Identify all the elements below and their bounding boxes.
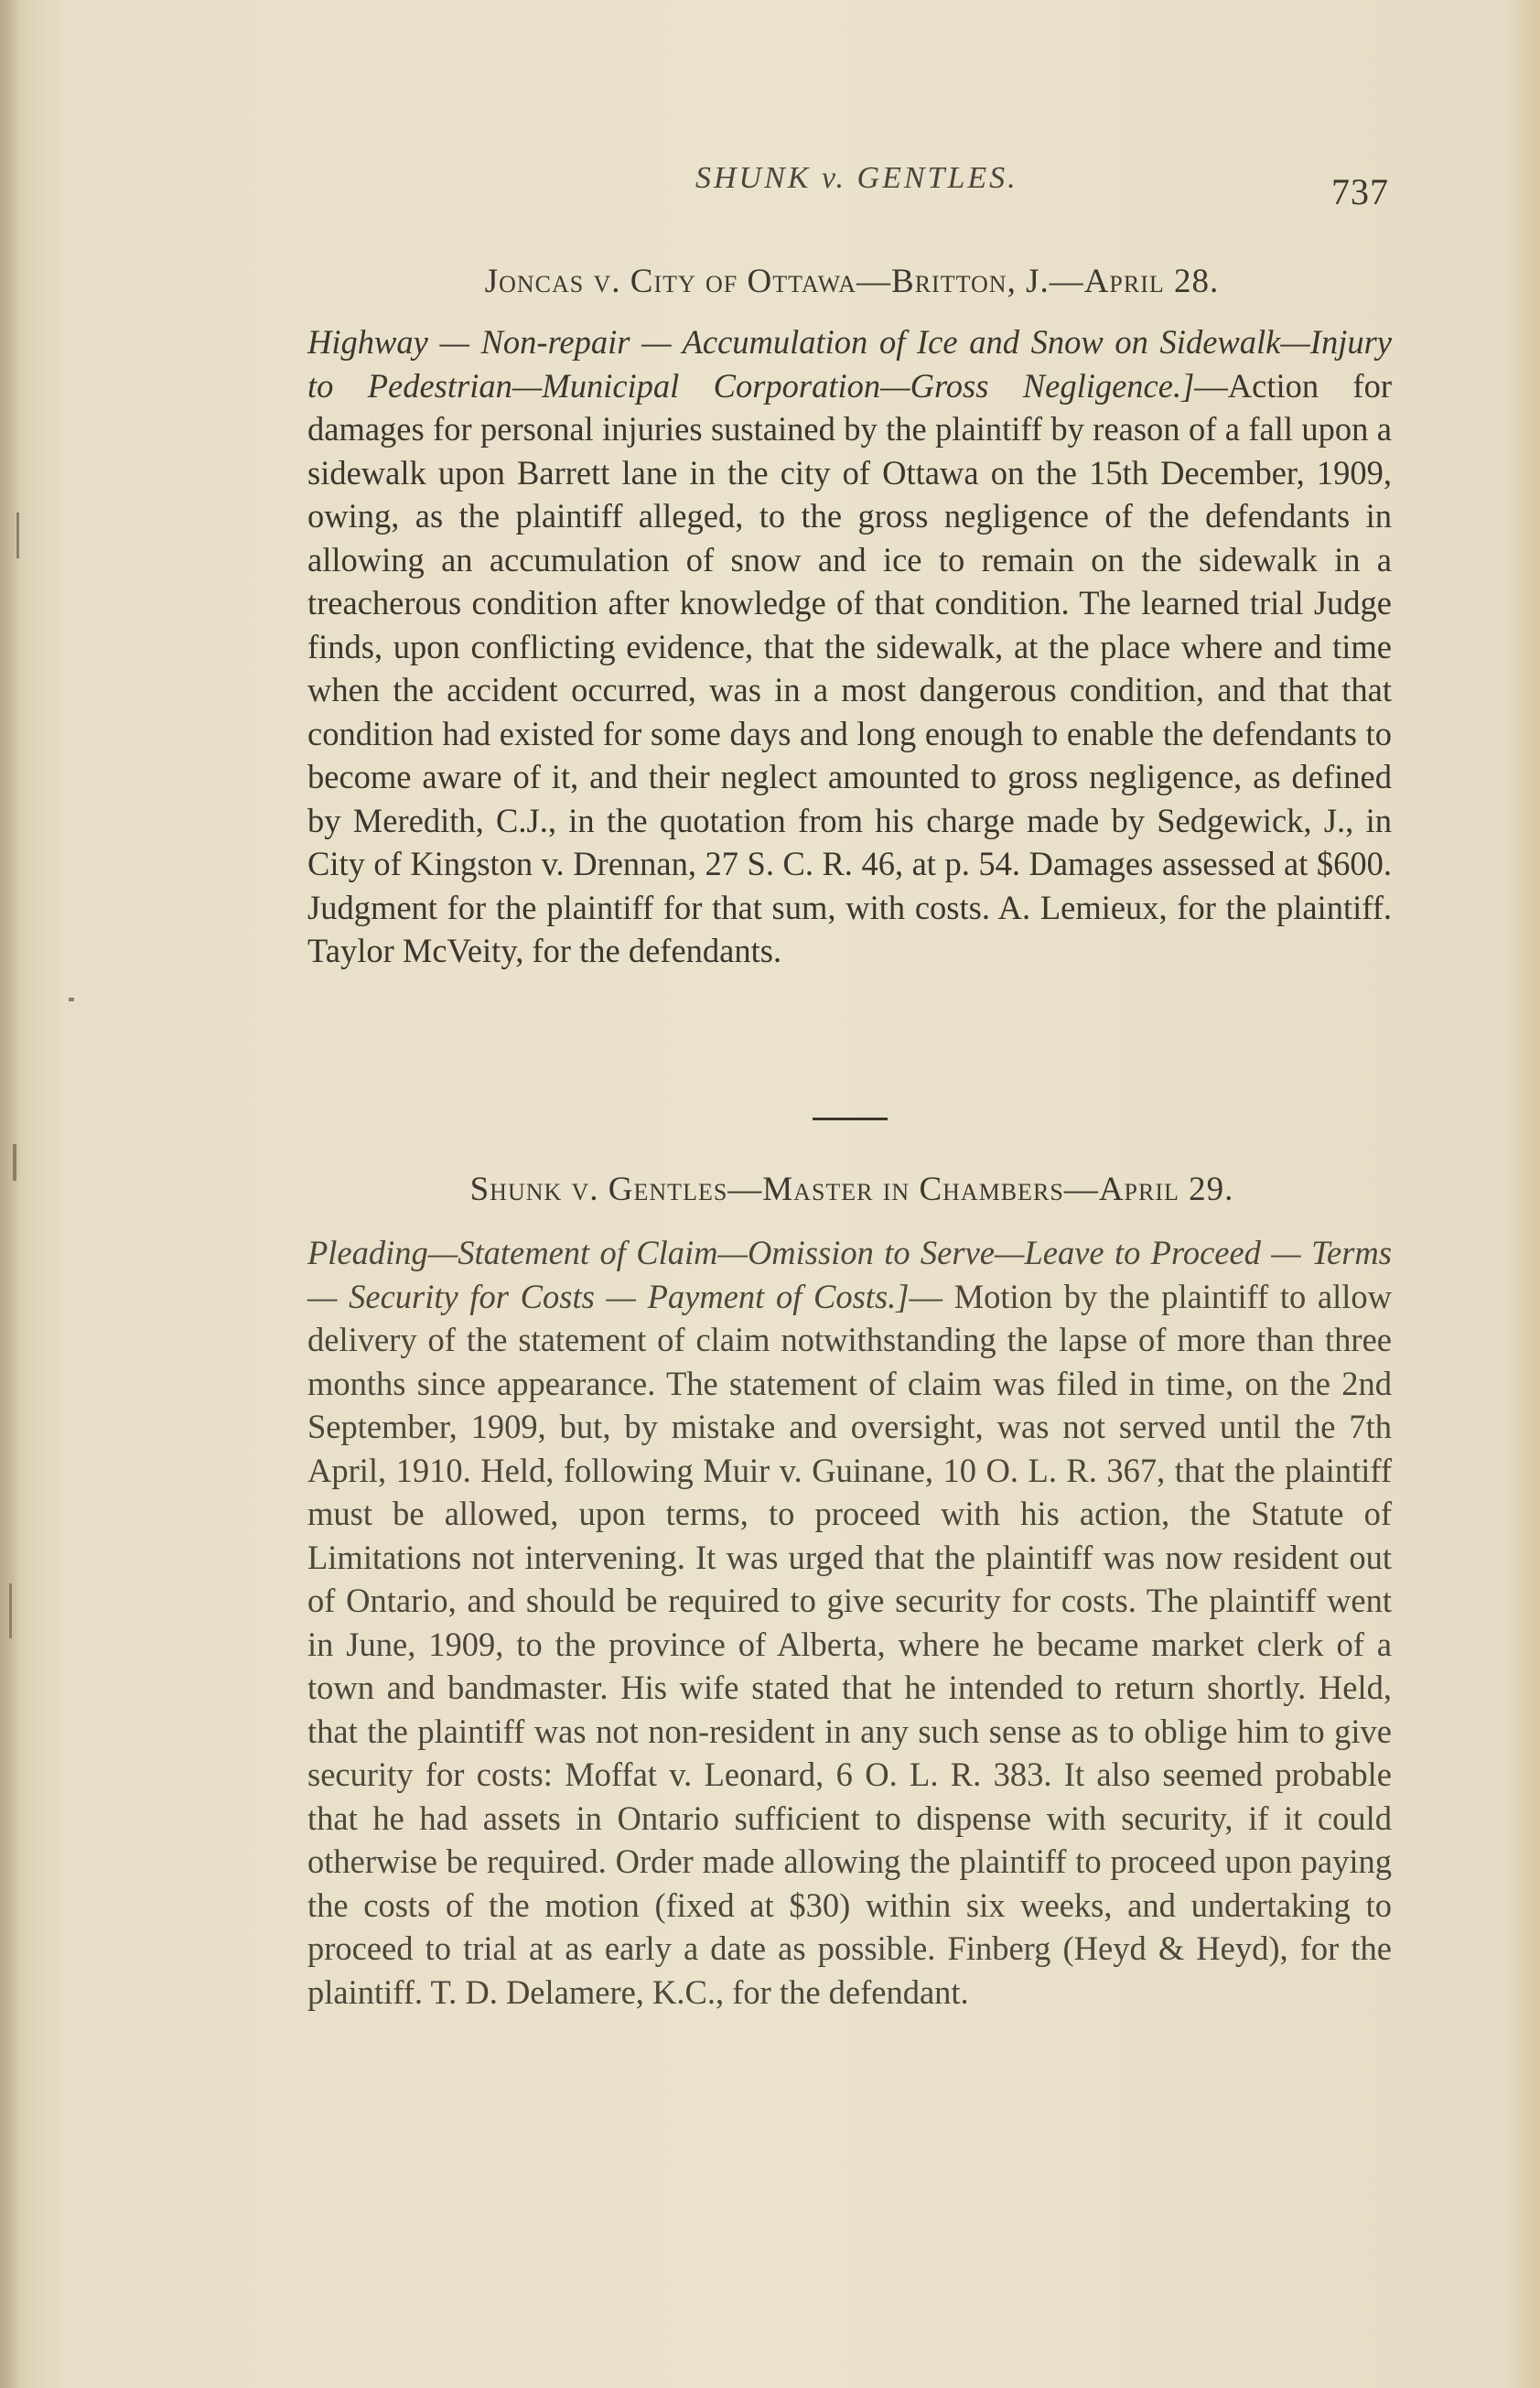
catchwords: Highway — Non-repair — Accumulation of Ice and Snow on Sidewalk—Injury to Pedestrian—Municipal Corporation—Gross Negligence.] [307,323,1392,405]
page-edge-shading [1503,0,1540,2388]
page-number: 737 [1331,171,1389,212]
case-text: —Action for damages for personal injuries sustained by the plaintiff by reason of a fall upon a sidewalk upon Barrett lane in the city of Ottawa on the 15th December, 1909, owing, as the plaintiff alleged, to the gross negligence of the defendants in allowing an accumulation of snow and ice to remain on the sidewalk in a treacherous condition after knowledge of that condition. The learned trial Judge finds, upon conflicting evidence, that the sidewalk, at the place where and time when the accident occurred, was in a most dangerous condition, and that that condition had existed for some days and long enough to enable the defendants to become aware of it, and their neglect amounted to gross negligence, as defined by Meredith, C.J., in the quotation from his charge made by Sedgewick, J., in City of Kingston v. Drennan, 27 S. C. R. 46, at p. 54. Damages assessed at $600. Judgment for the plaintiff for that sum, with costs. A. Lemieux, for the plaintiff. Taylor McVeity, for the defendants. [307,366,1392,969]
running-head: SHUNK v. GENTLES. [695,161,1018,195]
margin-mark [16,513,19,558]
page-gutter-shadow [0,0,20,2388]
catchwords: Pleading—Statement of Claim—Omission to Serve—Leave to Proceed — Terms — Security for Costs — Payment of Costs.] [307,1234,1392,1315]
section-divider [813,1118,888,1120]
case-text: — Motion by the plaintiff to allow delivery of the statement of claim notwithstanding the lapse of more than three months since appearance. The statement of claim was filed in time, on the 2nd September, 1909, but, by mistake and oversight, was not served until the 7th April, 1910. Held, following Muir v. Guinane, 10 O. L. R. 367, that the plaintiff must be allowed, upon terms, to proceed with his action, the Statute of Limitations not intervening. It was urged that the plaintiff was now resident out of Ontario, and should be required to give security for costs. The plaintiff went in June, 1909, to the province of Alberta, where he became market clerk of a town and bandmaster. His wife stated that he intended to return shortly. Held, that the plaintiff was not non-resident in any such sense as to oblige him to give security for costs: Moffat v. Leonard, 6 O. L. R. 383. It also seemed probable that he had assets in Ontario sufficient to dispense with security, if it could otherwise be required. Order made allowing the plaintiff to proceed upon paying the costs of the motion (fixed at $30) within six weeks, and undertaking to proceed to trial at as early a date as possible. Finberg (Heyd & Heyd), for the plaintiff. T. D. Delamere, K.C., for the defendant. [307,1277,1392,2011]
case-summary [307,1231,1392,2014]
margin-mark [9,1583,12,1638]
case-heading: Joncas v. City of Ottawa—Britton, J.—April 28. [484,263,1220,300]
margin-mark [69,998,74,1001]
case-heading: Shunk v. Gentles—Master in Chambers—April 29. [469,1171,1234,1208]
case-summary [307,320,1392,973]
margin-mark [13,1144,16,1181]
